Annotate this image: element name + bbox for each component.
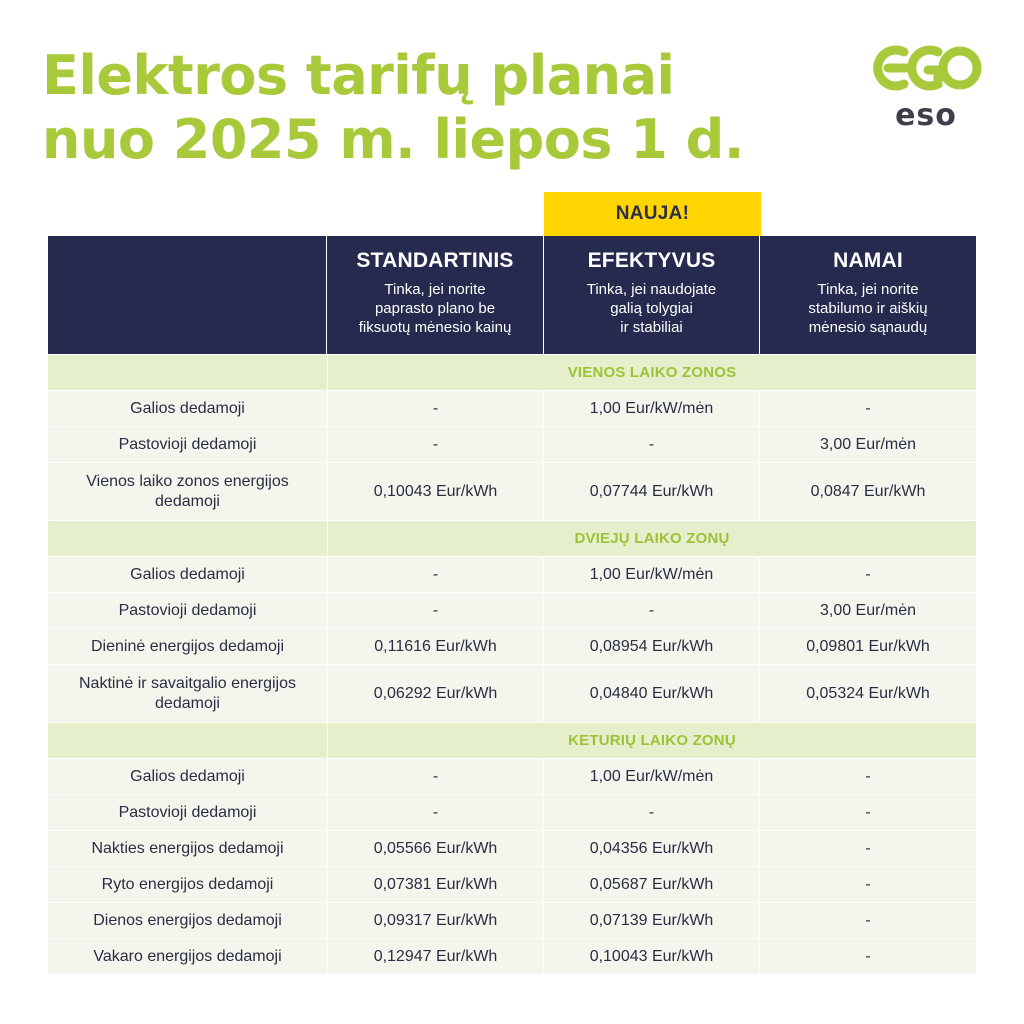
value-namai: - <box>865 803 871 821</box>
row-label: Pastovioji dedamoji <box>48 593 328 628</box>
table-row <box>48 758 976 794</box>
value-standartinis: 0,07381 Eur/kWh <box>328 867 544 902</box>
section-title: VIENOS LAIKO ZONOS <box>567 364 737 381</box>
table-row <box>48 390 976 426</box>
row-label: Vienos laiko zonos energijos dedamoji <box>48 463 328 520</box>
section-title: KETURIŲ LAIKO ZONŲ <box>568 732 736 749</box>
table-row <box>48 938 976 974</box>
row-label: Pastovioji dedamoji <box>48 795 328 830</box>
value-efektyvus: 1,00 Eur/kW/mėn <box>544 391 760 426</box>
row-label: Galios dedamoji <box>48 391 328 426</box>
row-label: Ryto energijos dedamoji <box>48 867 328 902</box>
value-namai: 3,00 Eur/mėn <box>819 435 917 453</box>
eso-logo-icon <box>866 40 986 96</box>
page-title <box>42 44 802 172</box>
value-standartinis: - <box>328 759 544 794</box>
page-title-line-2: nuo 2025 m. liepos 1 d. <box>42 108 744 171</box>
section-title: DVIEJŲ LAIKO ZONŲ <box>574 530 730 547</box>
eso-logo-text: eso <box>895 98 957 133</box>
value-efektyvus: 0,05687 Eur/kWh <box>544 867 760 902</box>
plan-description: Tinka, jei naudojate galią tolygiai ir stabiliai <box>586 281 717 336</box>
page-title-line-1: Elektros tarifų planai <box>42 44 675 107</box>
table-row <box>48 592 976 628</box>
table-row <box>48 830 976 866</box>
table-row <box>48 628 976 664</box>
value-namai: 0,09801 Eur/kWh <box>806 637 930 655</box>
plan-name: EFEKTYVUS <box>587 249 716 272</box>
value-namai: - <box>865 875 871 893</box>
value-standartinis: 0,09317 Eur/kWh <box>328 903 544 938</box>
table-row <box>48 866 976 902</box>
value-standartinis: - <box>328 427 544 462</box>
plan-name: STANDARTINIS <box>356 249 514 272</box>
value-standartinis: - <box>328 557 544 592</box>
value-efektyvus: 1,00 Eur/kW/mėn <box>544 759 760 794</box>
table-row <box>48 462 976 520</box>
header-empty-cell <box>48 236 327 354</box>
eso-logo <box>866 40 986 140</box>
value-standartinis: - <box>328 391 544 426</box>
value-namai: 3,00 Eur/mėn <box>819 601 917 619</box>
row-label: Naktinė ir savaitgalio energijos dedamoji <box>48 665 328 722</box>
value-standartinis: 0,10043 Eur/kWh <box>328 463 544 520</box>
value-efektyvus: 1,00 Eur/kW/mėn <box>544 557 760 592</box>
new-badge: NAUJA! <box>544 192 761 236</box>
section-header <box>48 520 976 556</box>
value-namai: 0,0847 Eur/kWh <box>810 482 926 500</box>
plan-namai <box>760 236 976 354</box>
value-namai: - <box>865 565 871 583</box>
row-label: Pastovioji dedamoji <box>48 427 328 462</box>
value-namai: - <box>865 399 871 417</box>
row-label: Nakties energijos dedamoji <box>48 831 328 866</box>
plan-description: Tinka, jei norite stabilumo ir aiškių mėnesio sąnaudų <box>808 281 928 336</box>
value-standartinis: 0,12947 Eur/kWh <box>328 939 544 974</box>
table-row <box>48 902 976 938</box>
value-efektyvus: - <box>544 427 760 462</box>
table-header <box>48 236 976 354</box>
value-efektyvus: 0,07139 Eur/kWh <box>544 903 760 938</box>
value-efektyvus: 0,10043 Eur/kWh <box>544 939 760 974</box>
value-efektyvus: 0,04356 Eur/kWh <box>544 831 760 866</box>
value-standartinis: 0,11616 Eur/kWh <box>328 629 544 664</box>
table-row <box>48 794 976 830</box>
row-label: Galios dedamoji <box>48 557 328 592</box>
value-efektyvus: - <box>544 593 760 628</box>
value-standartinis: 0,06292 Eur/kWh <box>328 665 544 722</box>
value-namai: - <box>865 911 871 929</box>
plan-name: NAMAI <box>833 249 903 272</box>
value-standartinis: - <box>328 593 544 628</box>
value-efektyvus: 0,04840 Eur/kWh <box>544 665 760 722</box>
plan-efektyvus <box>544 236 760 354</box>
table-row <box>48 664 976 722</box>
row-label: Vakaro energijos dedamoji <box>48 939 328 974</box>
tariff-table <box>48 236 976 974</box>
section-header <box>48 722 976 758</box>
value-standartinis: - <box>328 795 544 830</box>
row-label: Dieninė energijos dedamoji <box>48 629 328 664</box>
row-label: Dienos energijos dedamoji <box>48 903 328 938</box>
value-namai: - <box>865 839 871 857</box>
value-efektyvus: 0,08954 Eur/kWh <box>544 629 760 664</box>
value-efektyvus: - <box>544 795 760 830</box>
section-header <box>48 354 976 390</box>
table-row <box>48 426 976 462</box>
value-namai: - <box>865 947 871 965</box>
value-namai: - <box>865 767 871 785</box>
plan-description: Tinka, jei norite paprasto plano be fiksuotų mėnesio kainų <box>358 281 512 336</box>
table-row <box>48 556 976 592</box>
row-label: Galios dedamoji <box>48 759 328 794</box>
value-standartinis: 0,05566 Eur/kWh <box>328 831 544 866</box>
value-namai: 0,05324 Eur/kWh <box>806 684 930 702</box>
plan-standartinis <box>327 236 544 354</box>
value-efektyvus: 0,07744 Eur/kWh <box>544 463 760 520</box>
